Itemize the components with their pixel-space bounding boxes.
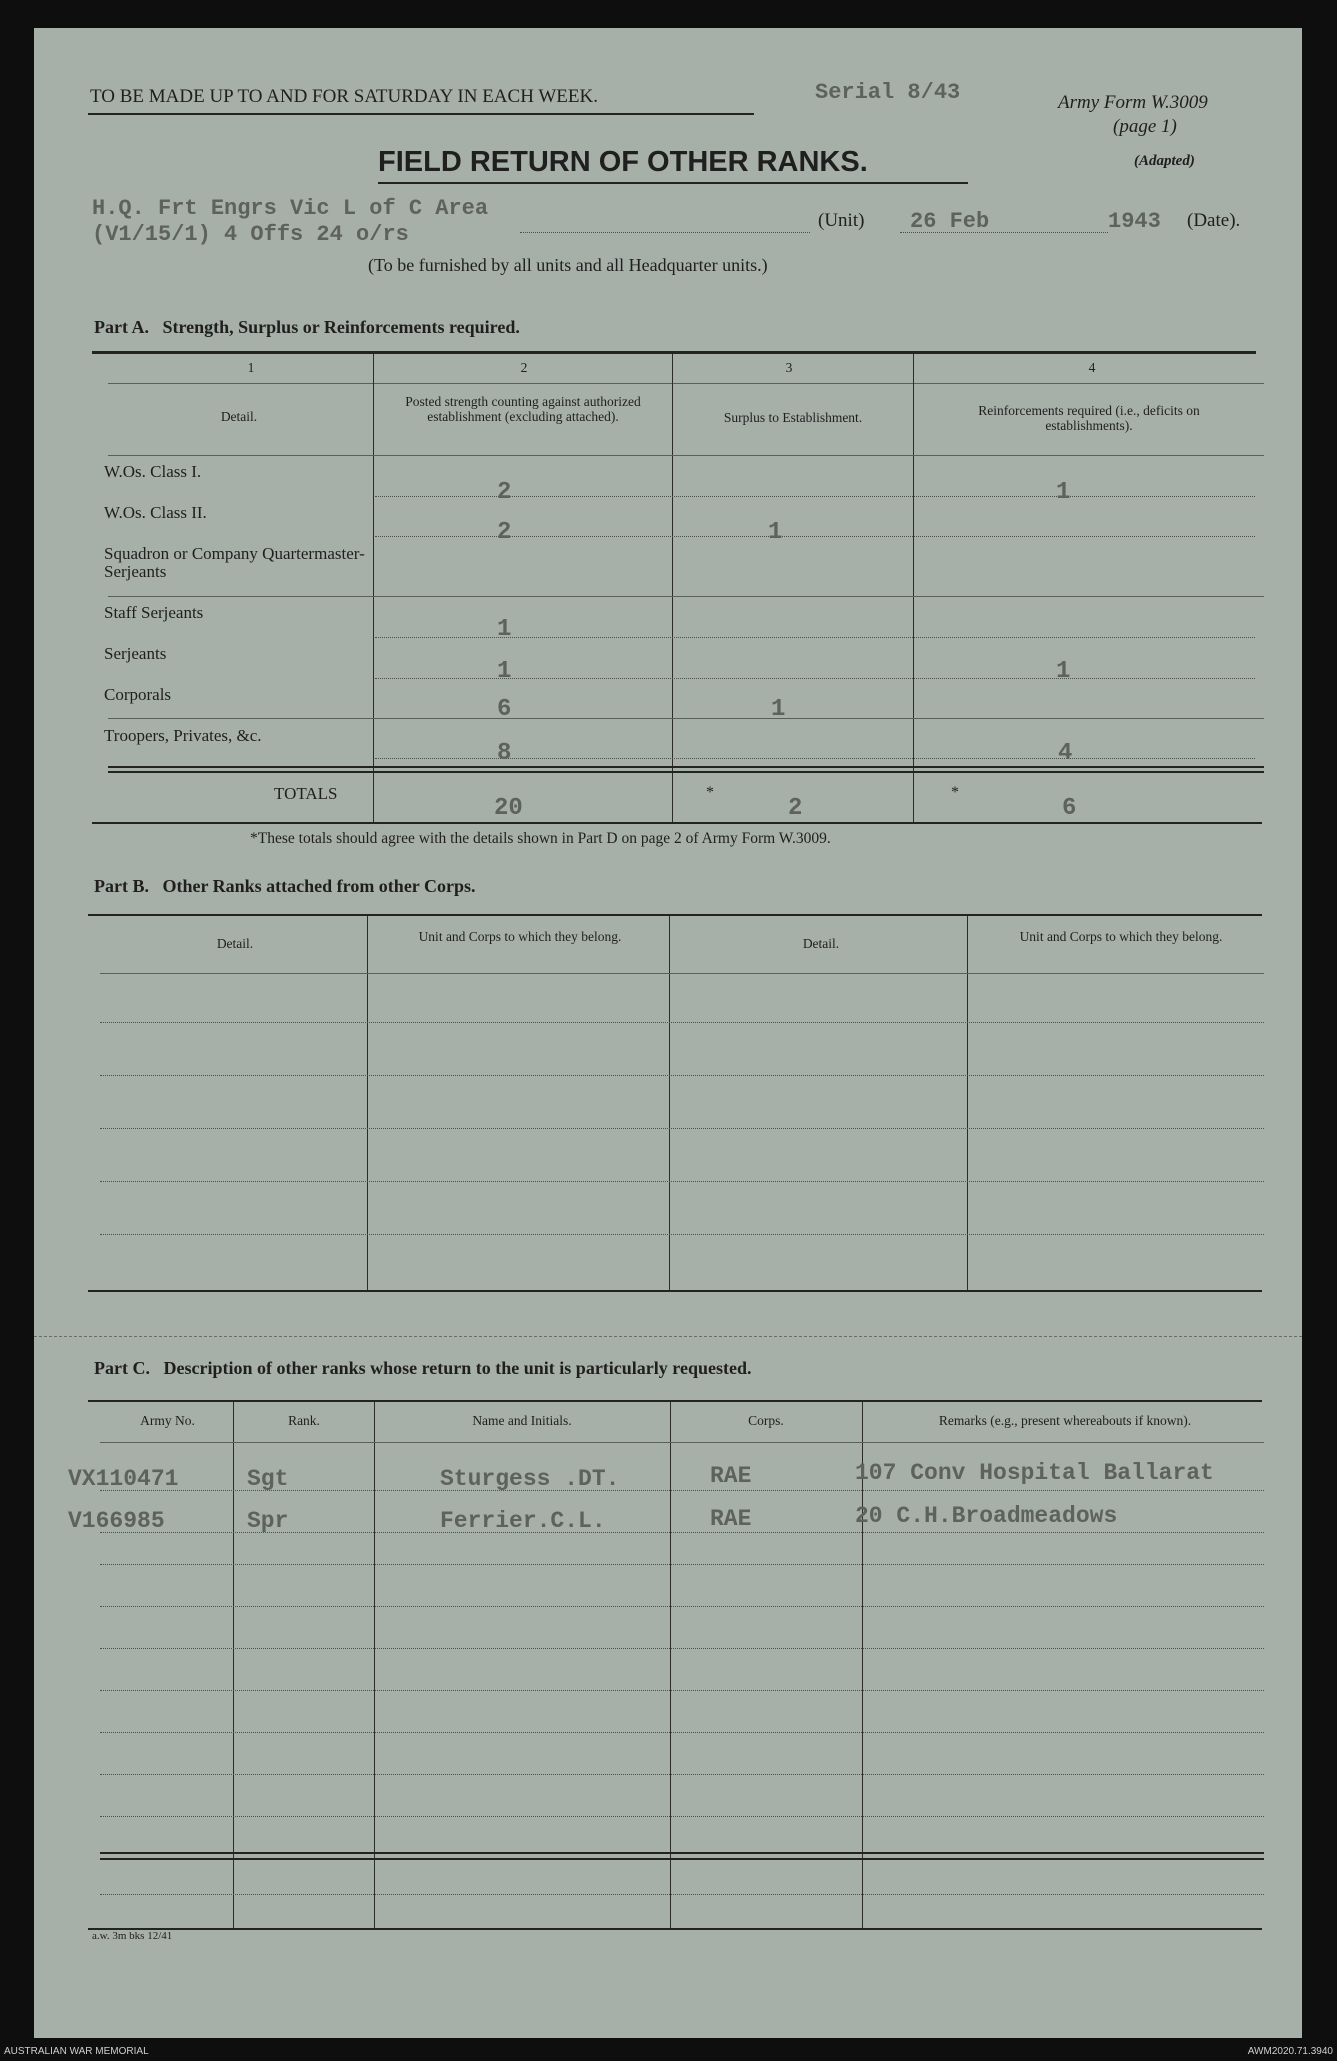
col-header-detail: Detail.: [220, 409, 258, 424]
print-code: a.w. 3m bks 12/41: [92, 1930, 173, 1942]
part-c-row-rule: [100, 1894, 1264, 1895]
reinf-serjeants: 1: [1056, 658, 1071, 685]
row-rule: [108, 718, 1264, 719]
part-c-vline-2: [374, 1402, 375, 1930]
part-c-row-rule: [100, 1774, 1264, 1775]
part-b-row-rule: [100, 1128, 1264, 1129]
part-c-header-corps: Corps.: [748, 1413, 784, 1428]
part-c-row-rule: [100, 1648, 1264, 1649]
part-b-header-unit-1: Unit and Corps to which they belong.: [418, 929, 622, 944]
part-c-double-rule-1: [100, 1852, 1264, 1854]
part-b-row-rule: [100, 1075, 1264, 1076]
surplus-wo-class-2: 1: [768, 519, 783, 546]
surplus-corporals: 1: [771, 696, 786, 723]
row2-name: Ferrier.C.L.: [440, 1508, 606, 1534]
part-c-bottom-rule: [88, 1928, 1262, 1930]
totals-surplus: 2: [788, 795, 803, 822]
part-c-row-rule: [100, 1532, 1264, 1533]
col-header-posted: Posted strength counting against authorized establishment (excluding attached).: [405, 394, 641, 424]
part-c-header-army-no: Army No.: [140, 1413, 195, 1428]
part-b-row-rule: [100, 1234, 1264, 1235]
col-number-3: 3: [785, 360, 793, 375]
posted-serjeants: 1: [497, 658, 512, 685]
totals-label: TOTALS: [274, 784, 338, 803]
unit-dotted-line: [520, 232, 810, 233]
part-b-header-detail-2: Detail.: [802, 936, 840, 951]
serial-number: Serial 8/43: [815, 80, 961, 105]
row1-corps: RAE: [710, 1463, 752, 1489]
unit-line-1: H.Q. Frt Engrs Vic L of C Area: [92, 196, 489, 221]
part-c-vline-1: [233, 1402, 234, 1930]
part-a-bottom-rule: [92, 822, 1262, 824]
reinf-wo-class-1: 1: [1056, 479, 1071, 506]
instruction-underline: [88, 113, 754, 115]
unit-label: (Unit): [818, 210, 865, 231]
instruction-text: TO BE MADE UP TO AND FOR SATURDAY IN EACH WEEK.: [90, 86, 598, 107]
part-c-row-rule: [100, 1606, 1264, 1607]
part-b-row-rule: [100, 1181, 1264, 1182]
totals-posted: 20: [494, 795, 523, 822]
row-detail-cqms: [104, 545, 374, 581]
row-detail-cqms-text: Squadron or Company Quartermaster-Serjeants: [104, 544, 365, 581]
perforation-line: [34, 1336, 1302, 1337]
posted-wo-class-2: 2: [497, 519, 512, 546]
page-label: (page 1): [1113, 116, 1177, 137]
asterisk-reinf: *: [951, 784, 959, 801]
asterisk-surplus: *: [706, 784, 714, 801]
year-value: 1943: [1108, 209, 1161, 234]
part-b-bottom-rule: [88, 1290, 1262, 1292]
reinf-troopers: 4: [1058, 740, 1073, 767]
part-c-row-rule: [100, 1732, 1264, 1733]
part-b-heading: Part B. Other Ranks attached from other Corps.: [94, 876, 476, 896]
part-c-top-rule: [88, 1400, 1262, 1402]
part-c-row-rule: [100, 1816, 1264, 1817]
part-a-vline-2: [672, 354, 673, 822]
part-a-number-rule: [108, 383, 1264, 384]
row2-remarks: 20 C.H.Broadmeadows: [855, 1503, 1118, 1529]
totals-note: *These totals should agree with the details shown in Part D on page 2 of Army Form W.3009.: [250, 830, 831, 847]
posted-wo-class-1: 2: [497, 479, 512, 506]
part-c-row-rule: [100, 1564, 1264, 1565]
part-c-row-rule: [100, 1490, 1264, 1491]
row-detail-wo-class-1: W.Os. Class I.: [104, 462, 202, 481]
part-b-top-rule: [88, 914, 1262, 916]
col-number-4: 4: [1088, 360, 1096, 375]
part-a-header-rule: [108, 455, 1264, 456]
part-b-row-rule: [100, 1022, 1264, 1023]
row1-name: Sturgess .DT.: [440, 1466, 620, 1492]
date-dotted-line: [900, 232, 1108, 233]
part-b-header-unit-2: Unit and Corps to which they belong.: [1019, 929, 1223, 944]
part-c-header-rule: [100, 1442, 1264, 1443]
row1-rank: Sgt: [247, 1466, 289, 1492]
row1-remarks: 107 Conv Hospital Ballarat: [855, 1460, 1214, 1486]
part-c-double-rule-2: [100, 1858, 1264, 1860]
col-header-surplus: Surplus to Establishment.: [723, 410, 863, 425]
part-c-heading: Part C. Description of other ranks whose return to the unit is particularly requested.: [94, 1358, 752, 1378]
part-a-totals-rule-2: [108, 771, 1264, 773]
unit-line-2: (V1/15/1) 4 Offs 24 o/rs: [92, 222, 409, 247]
row2-corps: RAE: [710, 1506, 752, 1532]
footer-institution: AUSTRALIAN WAR MEMORIAL: [4, 2046, 149, 2057]
posted-staff-serjeants: 1: [497, 616, 512, 643]
part-c-header-remarks: Remarks (e.g., present whereabouts if known).: [938, 1413, 1192, 1428]
row2-rank: Spr: [247, 1508, 289, 1534]
part-c-row-rule: [100, 1690, 1264, 1691]
footer-accession: AWM2020.71.3940: [1247, 2046, 1333, 2057]
part-b-header-detail-1: Detail.: [216, 936, 254, 951]
col-header-reinforcements: Reinforcements required (i.e., deficits on establishments).: [978, 403, 1200, 433]
row-detail-staff-serjeants: Staff Serjeants: [104, 603, 204, 622]
posted-troopers: 8: [497, 740, 512, 767]
part-c-header-rank: Rank.: [288, 1413, 320, 1428]
row-detail-wo-class-2: W.Os. Class II.: [104, 503, 207, 522]
date-value: 26 Feb: [910, 209, 990, 234]
part-a-vline-3: [913, 354, 914, 822]
col-number-2: 2: [520, 360, 528, 375]
col-number-1: 1: [247, 360, 255, 375]
furnished-note: (To be furnished by all units and all Headquarter units.): [368, 255, 768, 275]
part-a-vline-1: [373, 354, 374, 822]
part-c-vline-3: [670, 1402, 671, 1930]
row1-army-no: VX110471: [68, 1466, 179, 1492]
adapted-label: (Adapted): [1134, 153, 1195, 169]
part-a-totals-rule: [108, 766, 1264, 768]
part-a-top-rule: [92, 351, 1256, 354]
totals-reinf: 6: [1062, 795, 1077, 822]
form-title: FIELD RETURN OF OTHER RANKS.: [378, 146, 868, 178]
part-a-heading: Part A. Strength, Surplus or Reinforcements required.: [94, 317, 520, 337]
date-label: (Date).: [1187, 210, 1241, 231]
part-b-header-rule: [100, 973, 1264, 974]
posted-corporals: 6: [497, 696, 512, 723]
title-underline: [378, 182, 968, 184]
part-c-header-name: Name and Initials.: [472, 1413, 572, 1428]
row-detail-serjeants: Serjeants: [104, 644, 167, 663]
row2-army-no: V166985: [68, 1508, 165, 1534]
army-form-label: Army Form W.3009: [1058, 92, 1208, 113]
row-detail-corporals: Corporals: [104, 685, 172, 704]
row-rule: [108, 596, 1264, 597]
row-detail-troopers: Troopers, Privates, &c.: [104, 726, 262, 745]
